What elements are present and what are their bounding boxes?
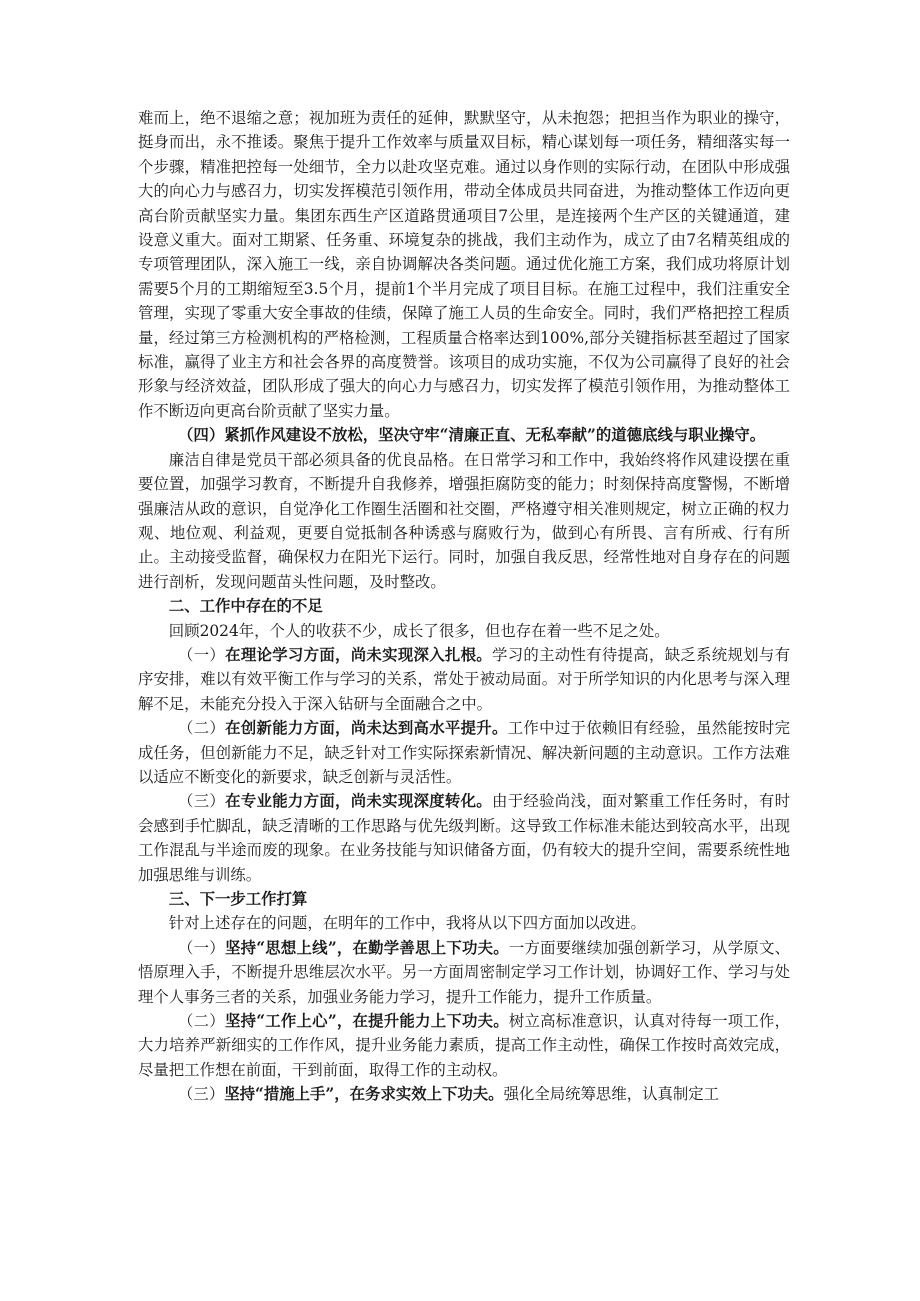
document-page	[138, 106, 790, 1107]
item-bold-title: 坚持“措施上手”，在务求实效上下功夫。	[224, 1085, 504, 1104]
item-text: 工作中过于依赖旧有经验，虽然能按时完成任务，但创新能力不足，缺乏针对工作实际探索新情况、解决新问题的主动意识。工作方法难以适应不断变化的新要求，缺乏创新与灵活性。	[138, 719, 790, 786]
list-item-thinking	[138, 936, 790, 1009]
item-number: （三）	[178, 792, 226, 811]
body-paragraph-integrity: 廉洁自律是党员干部必须具备的优良品格。在日常学习和工作中，我始终将作风建设摆在重要位置，加强学习教育，不断提升自我修养，增强拒腐防变的能力；时刻保持高度警惕，不断增强廉洁从政的意识，自觉净化工作圈生活圈和社交圈，严格遵守相关准则规定，树立正确的权力观、地位观、利益观，更要自觉抵制各种诱惑与腐败行为，做到心有所畏、言有所戒、行有所止。主动接受监督，确保权力在阳光下运行。同时，加强自我反思，经常性地对自身存在的问题进行剖析，发现问题苗头性问题，及时整改。	[138, 450, 790, 591]
list-item-innovation	[138, 716, 790, 789]
list-item-measures	[138, 1082, 790, 1106]
item-text: 树立高标准意识，认真对待每一项工作，大力培养严新细实的工作作风，提升业务能力素质，提高工作主动性，确保工作按时高效完成，尽量把工作想在前面，干到前面，取得工作的主动权。	[138, 1012, 790, 1079]
item-text: 强化全局统筹思维，认真制定工	[503, 1085, 720, 1104]
chapter-heading-shortcomings: 二、工作中存在的不足	[168, 597, 323, 616]
item-number: （一）	[178, 938, 225, 957]
list-item-professional	[138, 789, 790, 887]
list-item-work-attitude	[138, 1009, 790, 1082]
item-bold-title: 坚持“思想上线”，在勤学善思上下功夫。	[224, 938, 509, 957]
item-bold-title: 在专业能力方面，尚未实现深度转化。	[225, 792, 493, 811]
item-text: 由于经验尚浅，面对繁重工作任务时，有时会感到手忙脚乱，缺乏清晰的工作思路与优先级判断。这导致工作标准未能达到较高水平，出现工作混乱与半途而废的现象。在业务技能与知识储备方面，仍有较大的提升空间，需要系统性地加强思维与训练。	[138, 792, 790, 884]
body-paragraph-continuation: 难而上，绝不退缩之意；视加班为责任的延伸，默默坚守，从未抱怨；把担当作为职业的操守，挺身而出，永不推诿。聚焦于提升工作效率与质量双目标，精心谋划每一项任务，精细落实每一个步骤，精准把控每一处细节，全力以赴攻坚克难。通过以身作则的实际行动，在团队中形成强大的向心力与感召力，切实发挥模范引领作用，带动全体成员共同奋进，为推动整体工作迈向更高台阶贡献坚实力量。集团东西生产区道路贯通项目7公里，是连接两个生产区的关键通道，建设意义重大。面对工期紧、任务重、环境复杂的挑战，我们主动作为，成立了由7名精英组成的专项管理团队，深入施工一线，亲自协调解决各类问题。通过优化施工方案，我们成功将原计划需要5个月的工期缩短至3.5个月，提前1个半月完成了项目目标。在施工过程中，我们注重安全管理，实现了零重大安全事故的佳绩，保障了施工人员的生命安全。同时，我们严格把控工程质量，经过第三方检测机构的严格检测，工程质量合格率达到100%,部分关键指标甚至超过了国家标准，赢得了业主方和社会各界的高度赞誉。该项目的成功实施，不仅为公司赢得了良好的社会形象与经济效益，团队形成了强大的向心力与感召力，切实发挥了模范引领作用，为推动整体工作不断迈向更高台阶贡献了坚实力量。	[138, 109, 790, 420]
item-text: 一方面要继续加强创新学习，从学原文、悟原理入手，不断提升思维层次水平。另一方面周密制定学习工作计划，协调好工作、学习与处理个人事务三者的关系，加强业务能力学习，提升工作能力，提升工作质量。	[138, 938, 790, 1006]
body-paragraph-plan-intro: 针对上述存在的问题，在明年的工作中，我将从以下四方面加以改进。	[168, 914, 646, 933]
chapter-heading-next-plan: 三、下一步工作打算	[168, 890, 308, 908]
item-number: （一）	[178, 645, 226, 664]
item-number: （二）	[178, 719, 226, 738]
item-bold-title: 坚持“工作上心”，在提升能力上下功夫。	[224, 1012, 509, 1031]
body-paragraph-review: 回顾2024年，个人的收获不少，成长了很多，但也存在着一些不足之处。	[168, 621, 670, 640]
item-bold-title: 在理论学习方面，尚未实现深入扎根。	[225, 645, 493, 664]
item-number: （二）	[178, 1012, 225, 1031]
item-text: 学习的主动性有待提高，缺乏系统规划与有序安排，难以有效平衡工作与学习的关系，常处于被动局面。对于所学知识的内化思考与深入理解不足，未能充分投入于深入钻研与全面融合之中。	[138, 645, 790, 713]
list-item-theory-study	[138, 643, 790, 716]
item-bold-title: 在创新能力方面，尚未达到高水平提升。	[225, 719, 508, 738]
section-heading-4: （四）紧抓作风建设不放松，坚决守牢“清廉正直、无私奉献”的道德底线与职业操守。	[178, 426, 766, 445]
item-number: （三）	[178, 1085, 225, 1104]
